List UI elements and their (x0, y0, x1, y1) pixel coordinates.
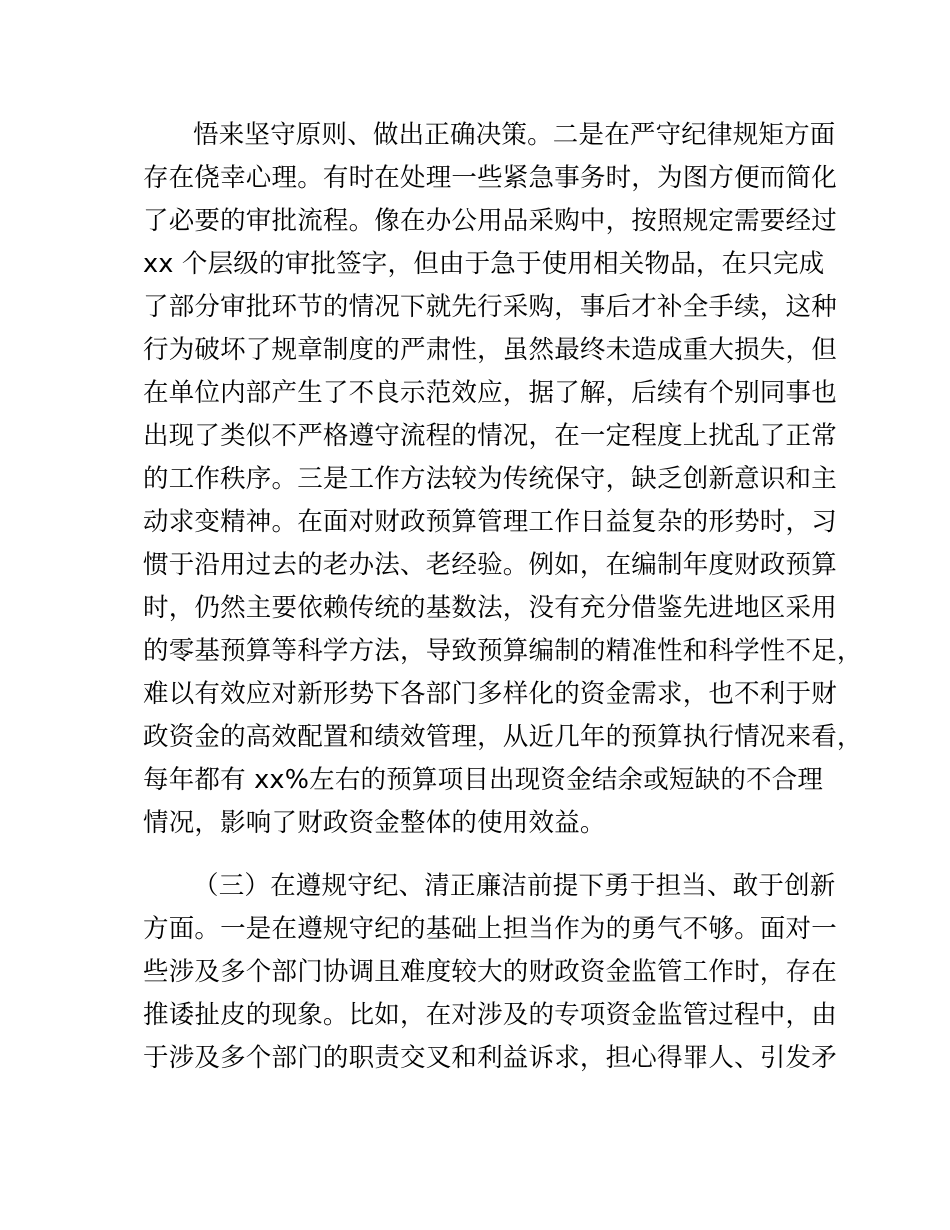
text-line: 的工作秩序。三是工作方法较为传统保守，缺乏创新意识和主 (143, 464, 837, 494)
text-line: 每年都有 xx%左右的预算项目出现资金结余或短缺的不合理 (143, 765, 824, 795)
text-line: 推诿扯皮的现象。比如，在对涉及的专项资金监管过程中，由 (143, 1000, 837, 1030)
text-line: （三）在遵规守纪、清正廉洁前提下勇于担当、敢于创新 (193, 871, 836, 901)
text-line: 于涉及多个部门的职责交叉和利益诉求，担心得罪人、引发矛 (143, 1043, 837, 1073)
paragraph-1 (143, 114, 863, 845)
text-line: 方面。一是在遵规守纪的基础上担当作为的勇气不够。面对一 (143, 914, 837, 944)
text-line: 的零基预算等科学方法，导致预算编制的精准性和科学性不足， (143, 636, 863, 666)
text-line: 悟来坚守原则、做出正确决策。二是在严守纪律规矩方面 (193, 120, 836, 150)
text-line: 时，仍然主要依赖传统的基数法，没有充分借鉴先进地区采用 (143, 593, 837, 623)
text-line: 了部分审批环节的情况下就先行采购，事后才补全手续，这种 (143, 292, 837, 322)
text-line: 惯于沿用过去的老办法、老经验。例如，在编制年度财政预算 (143, 550, 837, 580)
text-line: 在单位内部产生了不良示范效应，据了解，后续有个别同事也 (143, 378, 837, 408)
text-line: 难以有效应对新形势下各部门多样化的资金需求，也不利于财 (143, 679, 837, 709)
text-line: 存在侥幸心理。有时在处理一些紧急事务时，为图方便而简化 (143, 163, 837, 193)
text-line: 些涉及多个部门协调且难度较大的财政资金监管工作时，存在 (143, 957, 837, 987)
text-line: 动求变精神。在面对财政预算管理工作日益复杂的形势时，习 (143, 507, 837, 537)
text-line: 出现了类似不严格遵守流程的情况，在一定程度上扰乱了正常 (143, 421, 837, 451)
text-line: 政资金的高效配置和绩效管理，从近几年的预算执行情况来看， (143, 722, 863, 752)
text-line: 了必要的审批流程。像在办公用品采购中，按照规定需要经过 (143, 206, 837, 236)
text-line: 情况，影响了财政资金整体的使用效益。 (143, 808, 606, 838)
text-line: xx 个层级的审批签字，但由于急于使用相关物品，在只完成 (143, 249, 825, 279)
paragraph-2 (143, 865, 837, 1080)
text-line: 行为破坏了规章制度的严肃性，虽然最终未造成重大损失，但 (143, 335, 837, 365)
